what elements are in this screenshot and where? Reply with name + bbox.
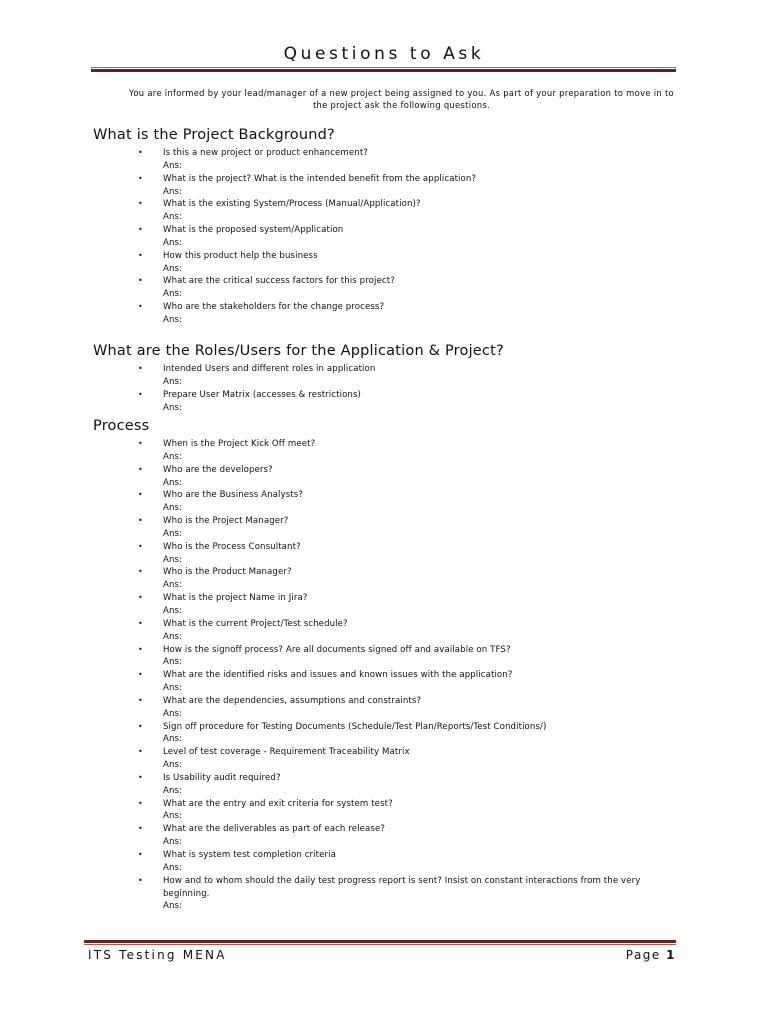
bullet-icon: • (138, 516, 143, 526)
question-item (0, 464, 768, 490)
answer-label: Ans: (163, 376, 183, 387)
page-title: Questions to Ask (283, 44, 485, 64)
answer-label: Ans: (163, 477, 183, 488)
question-item (0, 438, 768, 464)
question-item (0, 389, 768, 415)
bullet-icon: • (138, 199, 143, 209)
question-item (0, 772, 768, 798)
footer-rule (84, 940, 676, 945)
question-text: Is this a new project or product enhancement? (163, 148, 368, 158)
header-rule (91, 67, 676, 72)
answer-label: Ans: (163, 631, 183, 642)
question-text: What is system test completion criteria (163, 850, 337, 860)
background-question-list (0, 147, 768, 327)
answer-label: Ans: (163, 605, 183, 616)
process-question-list (0, 438, 768, 913)
answer-label: Ans: (163, 811, 183, 822)
question-item (0, 301, 768, 327)
question-item (0, 592, 768, 618)
question-item (0, 849, 768, 875)
answer-label: Ans: (163, 862, 183, 873)
bullet-icon: • (138, 747, 143, 757)
bullet-icon: • (138, 798, 143, 808)
page-number (626, 948, 676, 962)
section-heading-background: What is the Project Background? (93, 127, 335, 143)
answer-label: Ans: (163, 901, 183, 912)
question-item (0, 250, 768, 276)
bullet-icon: • (138, 439, 143, 448)
question-text: What are the deliverables as part of each release? (163, 824, 386, 835)
question-text: How this product help the business (163, 250, 318, 261)
answer-label: Ans: (163, 760, 183, 771)
bullet-icon: • (138, 490, 143, 500)
bullet-icon: • (138, 824, 143, 834)
question-text: Is Usability audit required? (163, 772, 281, 783)
answer-label: Ans: (163, 263, 183, 274)
question-text: Who is the Process Consultant? (163, 541, 301, 552)
answer-label: Ans: (163, 734, 183, 745)
question-item (0, 798, 768, 824)
roles-question-list (0, 363, 768, 414)
bullet-icon: • (138, 225, 143, 235)
question-text: What are the entry and exit criteria for system test? (163, 798, 393, 809)
bullet-icon: • (138, 364, 143, 373)
answer-label: Ans: (163, 451, 183, 462)
bullet-icon: • (138, 276, 143, 286)
question-text: Prepare User Matrix (accesses & restrictions) (163, 389, 362, 400)
question-item (0, 669, 768, 695)
question-text: What is the existing System/Process (Manual/Application)? (163, 199, 421, 210)
answer-label: Ans: (163, 314, 183, 325)
bullet-icon: • (138, 567, 143, 577)
answer-label: Ans: (163, 657, 183, 668)
question-item (0, 489, 768, 515)
answer-label: Ans: (163, 402, 183, 413)
question-text: Sign off procedure for Testing Documents (Schedule/Test Plan/Reports/Test Conditions/) (163, 721, 547, 732)
question-text: What is the project Name in Jira? (163, 593, 308, 604)
bullet-icon: • (138, 850, 143, 859)
bullet-icon: • (138, 541, 143, 551)
question-item (0, 147, 768, 173)
question-item (0, 173, 768, 199)
bullet-icon: • (138, 618, 143, 628)
answer-label: Ans: (163, 186, 183, 197)
answer-label: Ans: (163, 837, 183, 848)
bullet-icon: • (138, 593, 143, 603)
bullet-icon: • (138, 148, 143, 157)
answer-label: Ans: (163, 503, 183, 514)
question-text: Who are the developers? (163, 464, 273, 475)
answer-label: Ans: (163, 528, 183, 539)
question-item (0, 566, 768, 592)
question-text: What is the project? What is the intended benefit from the application? (163, 173, 477, 184)
question-item (0, 618, 768, 644)
question-text: Intended Users and different roles in application (163, 364, 376, 374)
bullet-icon: • (138, 695, 143, 705)
answer-label: Ans: (163, 160, 183, 171)
question-item (0, 275, 768, 301)
question-text: Who are the stakeholders for the change process? (163, 302, 385, 313)
bullet-icon: • (138, 250, 143, 260)
question-item (0, 198, 768, 224)
answer-label: Ans: (163, 212, 183, 223)
page-label: Page (625, 948, 661, 962)
section-heading-roles: What are the Roles/Users for the Application & Project? (93, 343, 504, 359)
question-item (0, 823, 768, 849)
question-text: Level of test coverage - Requirement Traceability Matrix (163, 747, 410, 758)
question-item (0, 746, 768, 772)
question-text: Who is the Product Manager? (163, 567, 292, 578)
question-item (0, 721, 768, 747)
question-item (0, 695, 768, 721)
bullet-icon: • (138, 772, 143, 782)
intro-paragraph: You are informed by your lead/manager of a new project being assigned to you. As part of your preparation to move in to the project ask the following questions. (129, 88, 674, 110)
answer-label: Ans: (163, 237, 183, 248)
question-item (0, 224, 768, 250)
bullet-icon: • (138, 875, 143, 885)
bullet-icon: • (138, 173, 143, 183)
question-text: When is the Project Kick Off meet? (163, 439, 316, 449)
question-text: What are the identified risks and issues and known issues with the application? (163, 670, 513, 681)
question-text: What are the critical success factors for this project? (163, 276, 395, 287)
question-item (0, 875, 768, 914)
bullet-icon: • (138, 644, 143, 654)
answer-label: Ans: (163, 289, 183, 300)
bullet-icon: • (138, 670, 143, 680)
question-item (0, 515, 768, 541)
question-item (0, 541, 768, 567)
section-heading-process: Process (93, 418, 150, 434)
bullet-icon: • (138, 389, 143, 399)
answer-label: Ans: (163, 580, 183, 591)
answer-label: Ans: (163, 785, 183, 796)
question-item (0, 644, 768, 670)
footer-organization: ITS Testing MENA (88, 948, 227, 962)
question-text: What is the current Project/Test schedule? (163, 618, 348, 629)
answer-label: Ans: (163, 708, 183, 719)
answer-label: Ans: (163, 683, 183, 694)
answer-label: Ans: (163, 554, 183, 565)
question-text: Who are the Business Analysts? (163, 490, 303, 501)
question-text: How and to whom should the daily test progress report is sent? Insist on constant interactions from the very beginning. (163, 875, 641, 899)
question-text: What are the dependencies, assumptions and constraints? (163, 695, 422, 706)
bullet-icon: • (138, 721, 143, 731)
question-item (0, 363, 768, 389)
question-text: Who is the Project Manager? (163, 516, 289, 527)
bullet-icon: • (138, 302, 143, 312)
bullet-icon: • (138, 464, 143, 474)
question-text: What is the proposed system/Application (163, 225, 344, 236)
question-text: How is the signoff process? Are all documents signed off and available on TFS? (163, 644, 511, 655)
page-number-value: 1 (666, 948, 676, 962)
